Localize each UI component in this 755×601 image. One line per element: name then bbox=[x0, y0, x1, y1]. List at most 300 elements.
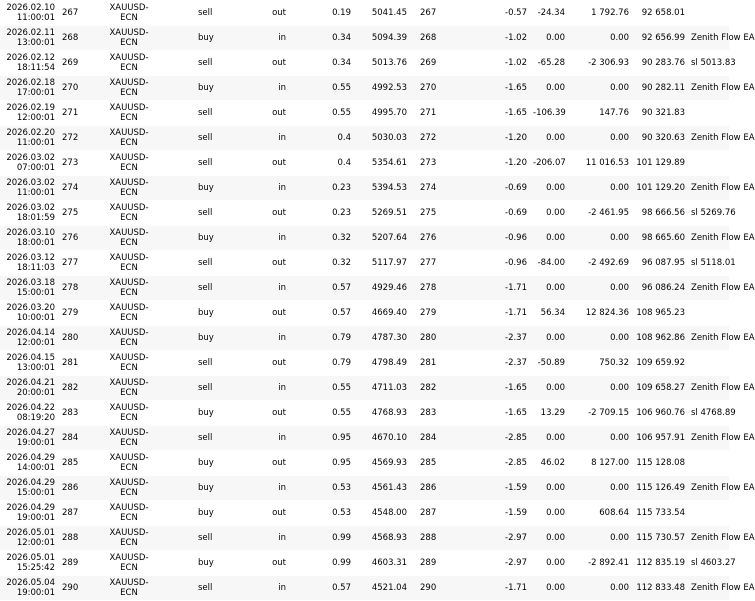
deal-profit: 0.00 bbox=[568, 26, 632, 51]
table-row[interactable] bbox=[0, 26, 729, 51]
deal-profit: 608.64 bbox=[568, 501, 632, 526]
deal-commission: -0.96 bbox=[466, 226, 530, 251]
table-row[interactable] bbox=[0, 476, 729, 501]
deal-balance: 90 283.76 bbox=[632, 51, 688, 76]
deal-commission: -0.69 bbox=[466, 201, 530, 226]
deal-profit: 11 016.53 bbox=[568, 151, 632, 176]
deal-time bbox=[0, 526, 58, 551]
table-row[interactable] bbox=[0, 401, 729, 426]
deal-balance: 101 129.20 bbox=[632, 176, 688, 201]
deal-number: 283 bbox=[58, 401, 98, 426]
deal-direction: in bbox=[238, 476, 292, 501]
deal-balance: 90 321.83 bbox=[632, 101, 688, 126]
deal-time-line: 2026.04.15 bbox=[6, 353, 55, 363]
deal-time-line: 20:00:01 bbox=[16, 388, 55, 398]
deal-direction: out bbox=[238, 201, 292, 226]
deal-volume: 0.53 bbox=[292, 501, 354, 526]
deal-order: 283 bbox=[410, 401, 466, 426]
deal-profit: 0.00 bbox=[568, 176, 632, 201]
table-row[interactable] bbox=[0, 301, 729, 326]
deal-type: buy bbox=[160, 176, 238, 201]
deal-time-line: 2026.04.21 bbox=[6, 378, 55, 388]
table-row[interactable] bbox=[0, 551, 729, 576]
deal-symbol-line: ECN bbox=[120, 88, 138, 98]
table-row[interactable] bbox=[0, 426, 729, 451]
deal-direction: out bbox=[238, 251, 292, 276]
table-row[interactable] bbox=[0, 251, 729, 276]
deal-number: 269 bbox=[58, 51, 98, 76]
deal-order: 287 bbox=[410, 501, 466, 526]
deal-symbol bbox=[98, 126, 160, 151]
deal-number: 271 bbox=[58, 101, 98, 126]
deal-symbol-line: XAUUSD- bbox=[109, 128, 149, 138]
deal-type: buy bbox=[160, 451, 238, 476]
deal-time bbox=[0, 151, 58, 176]
deal-swap: 0.00 bbox=[530, 376, 568, 401]
deal-order: 270 bbox=[410, 76, 466, 101]
deal-time-line: 2026.02.18 bbox=[6, 78, 55, 88]
deal-commission: -1.20 bbox=[466, 126, 530, 151]
deal-symbol-line: ECN bbox=[120, 63, 138, 73]
deal-time-line: 12:00:01 bbox=[16, 338, 55, 348]
deal-time-line: 11:00:01 bbox=[16, 188, 55, 198]
deal-number: 273 bbox=[58, 151, 98, 176]
deal-swap: 0.00 bbox=[530, 576, 568, 601]
deal-comment: Zenith Flow EA bbox=[688, 576, 729, 601]
deal-symbol-line: ECN bbox=[120, 38, 138, 48]
deal-time-line: 2026.03.20 bbox=[6, 303, 55, 313]
deal-comment: sl 4768.89 bbox=[688, 401, 729, 426]
deal-profit: 0.00 bbox=[568, 326, 632, 351]
deal-price: 5207.64 bbox=[354, 226, 410, 251]
table-row[interactable] bbox=[0, 451, 729, 476]
deal-profit: 8 127.00 bbox=[568, 451, 632, 476]
deal-swap: -206.07 bbox=[530, 151, 568, 176]
deal-number: 282 bbox=[58, 376, 98, 401]
deal-time-line: 2026.04.22 bbox=[6, 403, 55, 413]
deal-profit: 0.00 bbox=[568, 276, 632, 301]
deal-number: 278 bbox=[58, 276, 98, 301]
deal-commission: -1.71 bbox=[466, 301, 530, 326]
deal-type: sell bbox=[160, 351, 238, 376]
deal-swap: 0.00 bbox=[530, 226, 568, 251]
deal-time-line: 2026.03.18 bbox=[6, 278, 55, 288]
deal-time-line: 15:00:01 bbox=[16, 288, 55, 298]
deal-order: 277 bbox=[410, 251, 466, 276]
deal-direction: out bbox=[238, 51, 292, 76]
deal-order: 273 bbox=[410, 151, 466, 176]
deal-profit: 0.00 bbox=[568, 76, 632, 101]
deal-type: sell bbox=[160, 276, 238, 301]
deal-symbol-line: ECN bbox=[120, 138, 138, 148]
deal-price: 4711.03 bbox=[354, 376, 410, 401]
deal-order: 284 bbox=[410, 426, 466, 451]
deal-commission: -1.65 bbox=[466, 376, 530, 401]
deal-symbol-line: ECN bbox=[120, 163, 138, 173]
deal-price: 4798.49 bbox=[354, 351, 410, 376]
deal-symbol-line: XAUUSD- bbox=[109, 178, 149, 188]
deal-direction: out bbox=[238, 401, 292, 426]
deal-time bbox=[0, 476, 58, 501]
deal-symbol-line: ECN bbox=[120, 313, 138, 323]
deal-swap: 0.00 bbox=[530, 176, 568, 201]
deal-swap: 0.00 bbox=[530, 126, 568, 151]
deal-time-line: 18:01:59 bbox=[16, 213, 55, 223]
deal-comment: Zenith Flow EA bbox=[688, 126, 729, 151]
deal-symbol-line: XAUUSD- bbox=[109, 203, 149, 213]
deal-direction: in bbox=[238, 576, 292, 601]
deal-swap: -106.39 bbox=[530, 101, 568, 126]
deal-order: 279 bbox=[410, 301, 466, 326]
deal-commission: -1.65 bbox=[466, 76, 530, 101]
deal-symbol-line: ECN bbox=[120, 588, 138, 598]
deal-time-line: 18:11:03 bbox=[16, 263, 55, 273]
deal-balance: 109 658.27 bbox=[632, 376, 688, 401]
deal-direction: in bbox=[238, 26, 292, 51]
deal-comment: Zenith Flow EA bbox=[688, 376, 729, 401]
deal-comment: sl 4603.27 bbox=[688, 551, 729, 576]
deal-symbol-line: ECN bbox=[120, 238, 138, 248]
deal-direction: in bbox=[238, 176, 292, 201]
deal-volume: 0.23 bbox=[292, 201, 354, 226]
deal-time bbox=[0, 226, 58, 251]
deal-direction: in bbox=[238, 326, 292, 351]
deal-balance: 90 320.63 bbox=[632, 126, 688, 151]
deal-order: 276 bbox=[410, 226, 466, 251]
deal-swap: 0.00 bbox=[530, 526, 568, 551]
deal-symbol-line: ECN bbox=[120, 288, 138, 298]
deal-time bbox=[0, 251, 58, 276]
deal-order: 268 bbox=[410, 26, 466, 51]
table-row[interactable] bbox=[0, 226, 729, 251]
deal-symbol-line: XAUUSD- bbox=[109, 578, 149, 588]
deal-time-line: 19:00:01 bbox=[16, 513, 55, 523]
deal-symbol bbox=[98, 176, 160, 201]
deal-symbol bbox=[98, 451, 160, 476]
deal-type: buy bbox=[160, 551, 238, 576]
deal-price: 5013.76 bbox=[354, 51, 410, 76]
deal-commission: -2.37 bbox=[466, 326, 530, 351]
deal-comment bbox=[688, 301, 729, 326]
deal-symbol-line: XAUUSD- bbox=[109, 2, 149, 13]
deal-comment: Zenith Flow EA bbox=[688, 26, 729, 51]
deal-volume: 0.55 bbox=[292, 401, 354, 426]
deal-time bbox=[0, 451, 58, 476]
deal-number: 284 bbox=[58, 426, 98, 451]
deal-time-line: 2026.02.12 bbox=[6, 53, 55, 63]
deal-swap: 0.00 bbox=[530, 201, 568, 226]
deal-symbol-line: ECN bbox=[120, 188, 138, 198]
deal-symbol bbox=[98, 576, 160, 601]
deal-balance: 106 957.91 bbox=[632, 426, 688, 451]
deal-direction: in bbox=[238, 276, 292, 301]
deal-symbol-line: ECN bbox=[120, 388, 138, 398]
deal-symbol bbox=[98, 226, 160, 251]
deal-volume: 0.95 bbox=[292, 426, 354, 451]
deal-profit: 0.00 bbox=[568, 426, 632, 451]
deal-volume: 0.55 bbox=[292, 76, 354, 101]
deal-time bbox=[0, 301, 58, 326]
table-row[interactable] bbox=[0, 126, 729, 151]
deal-symbol-line: ECN bbox=[120, 438, 138, 448]
deal-price: 4992.53 bbox=[354, 76, 410, 101]
deal-symbol-line: ECN bbox=[120, 338, 138, 348]
deal-swap: 0.00 bbox=[530, 76, 568, 101]
deal-volume: 0.55 bbox=[292, 376, 354, 401]
deal-symbol-line: XAUUSD- bbox=[109, 103, 149, 113]
deal-order: 267 bbox=[410, 0, 466, 26]
deal-symbol bbox=[98, 551, 160, 576]
deal-swap: -84.00 bbox=[530, 251, 568, 276]
deal-direction: out bbox=[238, 451, 292, 476]
deal-price: 4669.40 bbox=[354, 301, 410, 326]
deal-commission: -2.97 bbox=[466, 551, 530, 576]
deal-profit: 1 792.76 bbox=[568, 0, 632, 26]
deal-symbol-line: ECN bbox=[120, 513, 138, 523]
deal-time bbox=[0, 76, 58, 101]
deal-number: 285 bbox=[58, 451, 98, 476]
deal-price: 4995.70 bbox=[354, 101, 410, 126]
deal-symbol bbox=[98, 101, 160, 126]
deal-commission: -0.69 bbox=[466, 176, 530, 201]
deal-time-line: 07:00:01 bbox=[16, 163, 55, 173]
deal-time-line: 2026.04.27 bbox=[6, 428, 55, 438]
deal-volume: 0.19 bbox=[292, 0, 354, 26]
deal-symbol-line: XAUUSD- bbox=[109, 253, 149, 263]
table-row[interactable] bbox=[0, 576, 729, 601]
deal-time-line: 15:25:42 bbox=[16, 563, 55, 573]
deal-comment: Zenith Flow EA bbox=[688, 476, 729, 501]
deal-time-line: 2026.03.02 bbox=[6, 203, 55, 213]
deal-number: 267 bbox=[58, 0, 98, 26]
deal-time-line: 18:00:01 bbox=[16, 238, 55, 248]
deal-balance: 90 282.11 bbox=[632, 76, 688, 101]
deal-swap: 0.00 bbox=[530, 326, 568, 351]
deal-time-line: 2026.02.10 bbox=[6, 2, 55, 13]
deal-symbol bbox=[98, 0, 160, 26]
deal-time-line: 18:11:54 bbox=[16, 63, 55, 73]
deal-type: buy bbox=[160, 501, 238, 526]
deal-volume: 0.32 bbox=[292, 251, 354, 276]
deal-time bbox=[0, 201, 58, 226]
deal-commission: -2.97 bbox=[466, 526, 530, 551]
deal-number: 277 bbox=[58, 251, 98, 276]
deal-price: 5117.97 bbox=[354, 251, 410, 276]
deal-commission: -1.59 bbox=[466, 476, 530, 501]
deal-profit: 0.00 bbox=[568, 376, 632, 401]
deal-time-line: 15:00:01 bbox=[16, 488, 55, 498]
deal-time bbox=[0, 101, 58, 126]
deal-balance: 115 730.57 bbox=[632, 526, 688, 551]
deal-profit: 12 824.36 bbox=[568, 301, 632, 326]
deal-number: 274 bbox=[58, 176, 98, 201]
deal-direction: in bbox=[238, 76, 292, 101]
deal-time bbox=[0, 426, 58, 451]
deal-time-line: 2026.03.10 bbox=[6, 228, 55, 238]
deal-type: sell bbox=[160, 201, 238, 226]
deal-time-line: 14:00:01 bbox=[16, 463, 55, 473]
deal-profit: 0.00 bbox=[568, 476, 632, 501]
deal-number: 288 bbox=[58, 526, 98, 551]
deal-price: 5094.39 bbox=[354, 26, 410, 51]
deal-type: buy bbox=[160, 401, 238, 426]
deal-swap: 0.00 bbox=[530, 551, 568, 576]
deal-time-line: 11:00:01 bbox=[16, 138, 55, 148]
deal-time-line: 19:00:01 bbox=[16, 588, 55, 598]
deal-time bbox=[0, 326, 58, 351]
deal-time-line: 2026.04.29 bbox=[6, 503, 55, 513]
deal-type: sell bbox=[160, 376, 238, 401]
deal-order: 280 bbox=[410, 326, 466, 351]
deal-volume: 0.79 bbox=[292, 351, 354, 376]
deal-type: buy bbox=[160, 301, 238, 326]
deal-direction: in bbox=[238, 126, 292, 151]
deal-profit: -2 306.93 bbox=[568, 51, 632, 76]
deal-balance: 92 658.01 bbox=[632, 0, 688, 26]
deal-time-line: 2026.05.01 bbox=[6, 528, 55, 538]
table-row[interactable] bbox=[0, 151, 729, 176]
deal-symbol bbox=[98, 501, 160, 526]
deal-time-line: 13:00:01 bbox=[16, 363, 55, 373]
deal-number: 279 bbox=[58, 301, 98, 326]
deal-balance: 112 833.48 bbox=[632, 576, 688, 601]
deal-direction: out bbox=[238, 101, 292, 126]
deal-symbol bbox=[98, 376, 160, 401]
deal-type: buy bbox=[160, 76, 238, 101]
deal-comment: Zenith Flow EA bbox=[688, 276, 729, 301]
deal-type: sell bbox=[160, 151, 238, 176]
deal-commission: -1.02 bbox=[466, 51, 530, 76]
deal-price: 4569.93 bbox=[354, 451, 410, 476]
deal-time bbox=[0, 126, 58, 151]
table-row[interactable] bbox=[0, 276, 729, 301]
deal-comment bbox=[688, 0, 729, 26]
deal-symbol bbox=[98, 351, 160, 376]
deal-time-line: 11:00:01 bbox=[16, 12, 55, 23]
deal-swap: 0.00 bbox=[530, 426, 568, 451]
table-row[interactable] bbox=[0, 376, 729, 401]
deal-order: 281 bbox=[410, 351, 466, 376]
table-row[interactable] bbox=[0, 201, 729, 226]
deal-comment: Zenith Flow EA bbox=[688, 176, 729, 201]
deal-symbol-line: XAUUSD- bbox=[109, 428, 149, 438]
deal-time bbox=[0, 351, 58, 376]
deal-balance: 96 087.95 bbox=[632, 251, 688, 276]
deal-time-line: 08:19:20 bbox=[16, 413, 55, 423]
deal-volume: 0.4 bbox=[292, 126, 354, 151]
table-row[interactable] bbox=[0, 351, 729, 376]
deal-volume: 0.53 bbox=[292, 476, 354, 501]
deal-volume: 0.79 bbox=[292, 326, 354, 351]
deal-symbol bbox=[98, 526, 160, 551]
deal-number: 287 bbox=[58, 501, 98, 526]
deal-volume: 0.95 bbox=[292, 451, 354, 476]
table-row[interactable] bbox=[0, 526, 729, 551]
deal-symbol-line: XAUUSD- bbox=[109, 503, 149, 513]
deal-price: 4548.00 bbox=[354, 501, 410, 526]
deal-symbol-line: ECN bbox=[120, 413, 138, 423]
deal-number: 286 bbox=[58, 476, 98, 501]
deal-swap: -24.34 bbox=[530, 0, 568, 26]
table-row[interactable] bbox=[0, 51, 729, 76]
deal-time-line: 2026.05.04 bbox=[6, 578, 55, 588]
deal-time-line: 2026.02.20 bbox=[6, 128, 55, 138]
deal-comment: Zenith Flow EA bbox=[688, 326, 729, 351]
deal-price: 4670.10 bbox=[354, 426, 410, 451]
deal-time-line: 2026.02.11 bbox=[6, 28, 55, 38]
deal-time bbox=[0, 376, 58, 401]
deal-balance: 108 965.23 bbox=[632, 301, 688, 326]
table-row[interactable] bbox=[0, 76, 729, 101]
deal-direction: out bbox=[238, 301, 292, 326]
table-row[interactable] bbox=[0, 501, 729, 526]
deal-balance: 101 129.89 bbox=[632, 151, 688, 176]
table-row[interactable] bbox=[0, 326, 729, 351]
deal-symbol bbox=[98, 251, 160, 276]
deal-balance: 115 128.08 bbox=[632, 451, 688, 476]
table-row[interactable] bbox=[0, 101, 729, 126]
deal-type: buy bbox=[160, 226, 238, 251]
deal-comment bbox=[688, 501, 729, 526]
deal-volume: 0.99 bbox=[292, 551, 354, 576]
deal-balance: 106 960.76 bbox=[632, 401, 688, 426]
deal-direction: out bbox=[238, 0, 292, 26]
deal-volume: 0.57 bbox=[292, 576, 354, 601]
deal-commission: -1.20 bbox=[466, 151, 530, 176]
deal-symbol-line: XAUUSD- bbox=[109, 378, 149, 388]
deal-symbol-line: ECN bbox=[120, 363, 138, 373]
deal-swap: 0.00 bbox=[530, 276, 568, 301]
deal-type: sell bbox=[160, 101, 238, 126]
deal-symbol-line: XAUUSD- bbox=[109, 328, 149, 338]
deal-price: 5041.45 bbox=[354, 0, 410, 26]
table-row[interactable] bbox=[0, 0, 729, 26]
deal-price: 4561.43 bbox=[354, 476, 410, 501]
deal-symbol-line: XAUUSD- bbox=[109, 28, 149, 38]
deal-symbol-line: ECN bbox=[120, 563, 138, 573]
deal-symbol bbox=[98, 151, 160, 176]
deal-time-line: 2026.03.02 bbox=[6, 153, 55, 163]
deal-direction: out bbox=[238, 351, 292, 376]
deal-symbol-line: XAUUSD- bbox=[109, 528, 149, 538]
deal-comment: sl 5118.01 bbox=[688, 251, 729, 276]
table-row[interactable] bbox=[0, 176, 729, 201]
deal-profit: -2 461.95 bbox=[568, 201, 632, 226]
deal-commission: -0.57 bbox=[466, 0, 530, 26]
deal-symbol-line: XAUUSD- bbox=[109, 403, 149, 413]
deal-number: 289 bbox=[58, 551, 98, 576]
deal-commission: -1.65 bbox=[466, 401, 530, 426]
deal-symbol-line: ECN bbox=[120, 213, 138, 223]
deal-time-line: 2026.03.02 bbox=[6, 178, 55, 188]
deal-commission: -1.71 bbox=[466, 576, 530, 601]
deal-order: 290 bbox=[410, 576, 466, 601]
deal-order: 285 bbox=[410, 451, 466, 476]
deal-symbol bbox=[98, 276, 160, 301]
deal-profit: 0.00 bbox=[568, 526, 632, 551]
deal-swap: 56.34 bbox=[530, 301, 568, 326]
deal-time bbox=[0, 176, 58, 201]
deal-comment: sl 5013.83 bbox=[688, 51, 729, 76]
deal-time-line: 13:00:01 bbox=[16, 38, 55, 48]
deal-number: 276 bbox=[58, 226, 98, 251]
deal-symbol-line: ECN bbox=[120, 263, 138, 273]
deal-volume: 0.55 bbox=[292, 101, 354, 126]
deal-volume: 0.99 bbox=[292, 526, 354, 551]
deal-volume: 0.57 bbox=[292, 301, 354, 326]
deal-profit: 750.32 bbox=[568, 351, 632, 376]
deal-number: 268 bbox=[58, 26, 98, 51]
